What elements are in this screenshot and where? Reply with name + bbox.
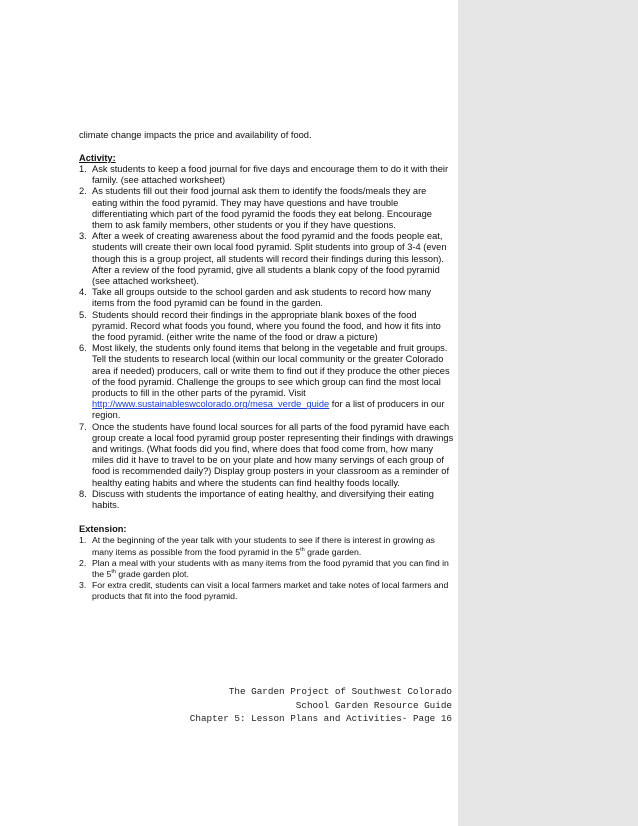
list-item: 1. At the beginning of the year talk with your students to see if there is interest in growing as many items as possible from the food pyramid in the 5th grade garden. xyxy=(79,535,435,557)
footer-line: School Garden Resource Guide xyxy=(295,699,452,711)
list-item: 5. Students should record their findings in the appropriate blank boxes of the food pyramid. Record what foods you found, where you found the food, and how it fits into the food pyramid. (either write the name of the food or draw a picture) xyxy=(79,309,441,343)
list-item: 3. After a week of creating awareness about the food pyramid and the foods people eat, students will create their own local food pyramid. Split students into group of 3-4 (even though this is a group project, all students will record their findings during this lesson). After a review of the food pyramid, give all students a blank copy of the food pyramid (see attached worksheet). xyxy=(79,231,447,287)
extension-section xyxy=(79,524,454,602)
list-item: 1. Ask students to keep a food journal for five days and encourage them to do it with their family. (see attached worksheet) xyxy=(79,164,449,186)
footer-line: Chapter 5: Lesson Plans and Activities- Page 16 xyxy=(189,713,452,725)
activity-list xyxy=(79,164,454,511)
list-item: 8. Discuss with students the importance of eating healthy, and diversifying their eating habits. xyxy=(79,488,434,511)
list-item: 4. Take all groups outside to the school garden and ask students to record how many items from the food pyramid can be found in the garden. xyxy=(79,287,432,309)
document-body xyxy=(79,130,454,603)
intro-text: climate change impacts the price and availability of food. xyxy=(79,130,312,140)
list-item: 3. For extra credit, students can visit a local farmers market and take notes of local farmers and products that fit into the food pyramid. xyxy=(79,580,449,602)
page-footer xyxy=(190,685,452,726)
comment-pane xyxy=(458,0,638,826)
extension-list xyxy=(79,535,454,602)
extension-heading: Extension: xyxy=(79,524,127,535)
producers-link[interactable]: http://www.sustainableswcolorado.org/mesa_verde_guide xyxy=(92,399,330,410)
list-item: 2. Plan a meal with your students with as many items from the food pyramid that you can find in the 5th grade garden plot. xyxy=(79,557,449,579)
footer-line: The Garden Project of Southwest Colorado xyxy=(228,686,452,697)
list-item: 6. Most likely, the students only found items that belong in the vegetable and fruit groups. Tell the students to research local (within our local community or the greater Colorado area if needed) producers, call or write them to find out if they produce the other pieces of the food pyramid. Challenge the groups to see which group can find the most local products to fill in the other parts of the pyramid. Visit http://www.sustainableswcolorado.org/mesa_verde_guide for a list of producers in our region. xyxy=(79,343,450,421)
list-item: 7. Once the students have found local sources for all parts of the food pyramid have each group create a local food pyramid group poster representing their findings with drawings and writings. (What foods did you find, where does that food come from, how many miles did it have to travel to be on your plate and how many servings of each group of food is recommended daily?) Display group posters in your classroom as a reminder of healthy eating habits and where the students can find healthy foods locally. xyxy=(79,421,454,488)
activity-heading: Activity: xyxy=(79,153,116,163)
list-item: 2. As students fill out their food journal ask them to identify the foods/meals they are eating within the food pyramid. They may have questions and have trouble differentiating which part of the food pyramid the foods they eat belong. Encourage them to ask family members, other students or you if they have questions. xyxy=(79,186,432,231)
